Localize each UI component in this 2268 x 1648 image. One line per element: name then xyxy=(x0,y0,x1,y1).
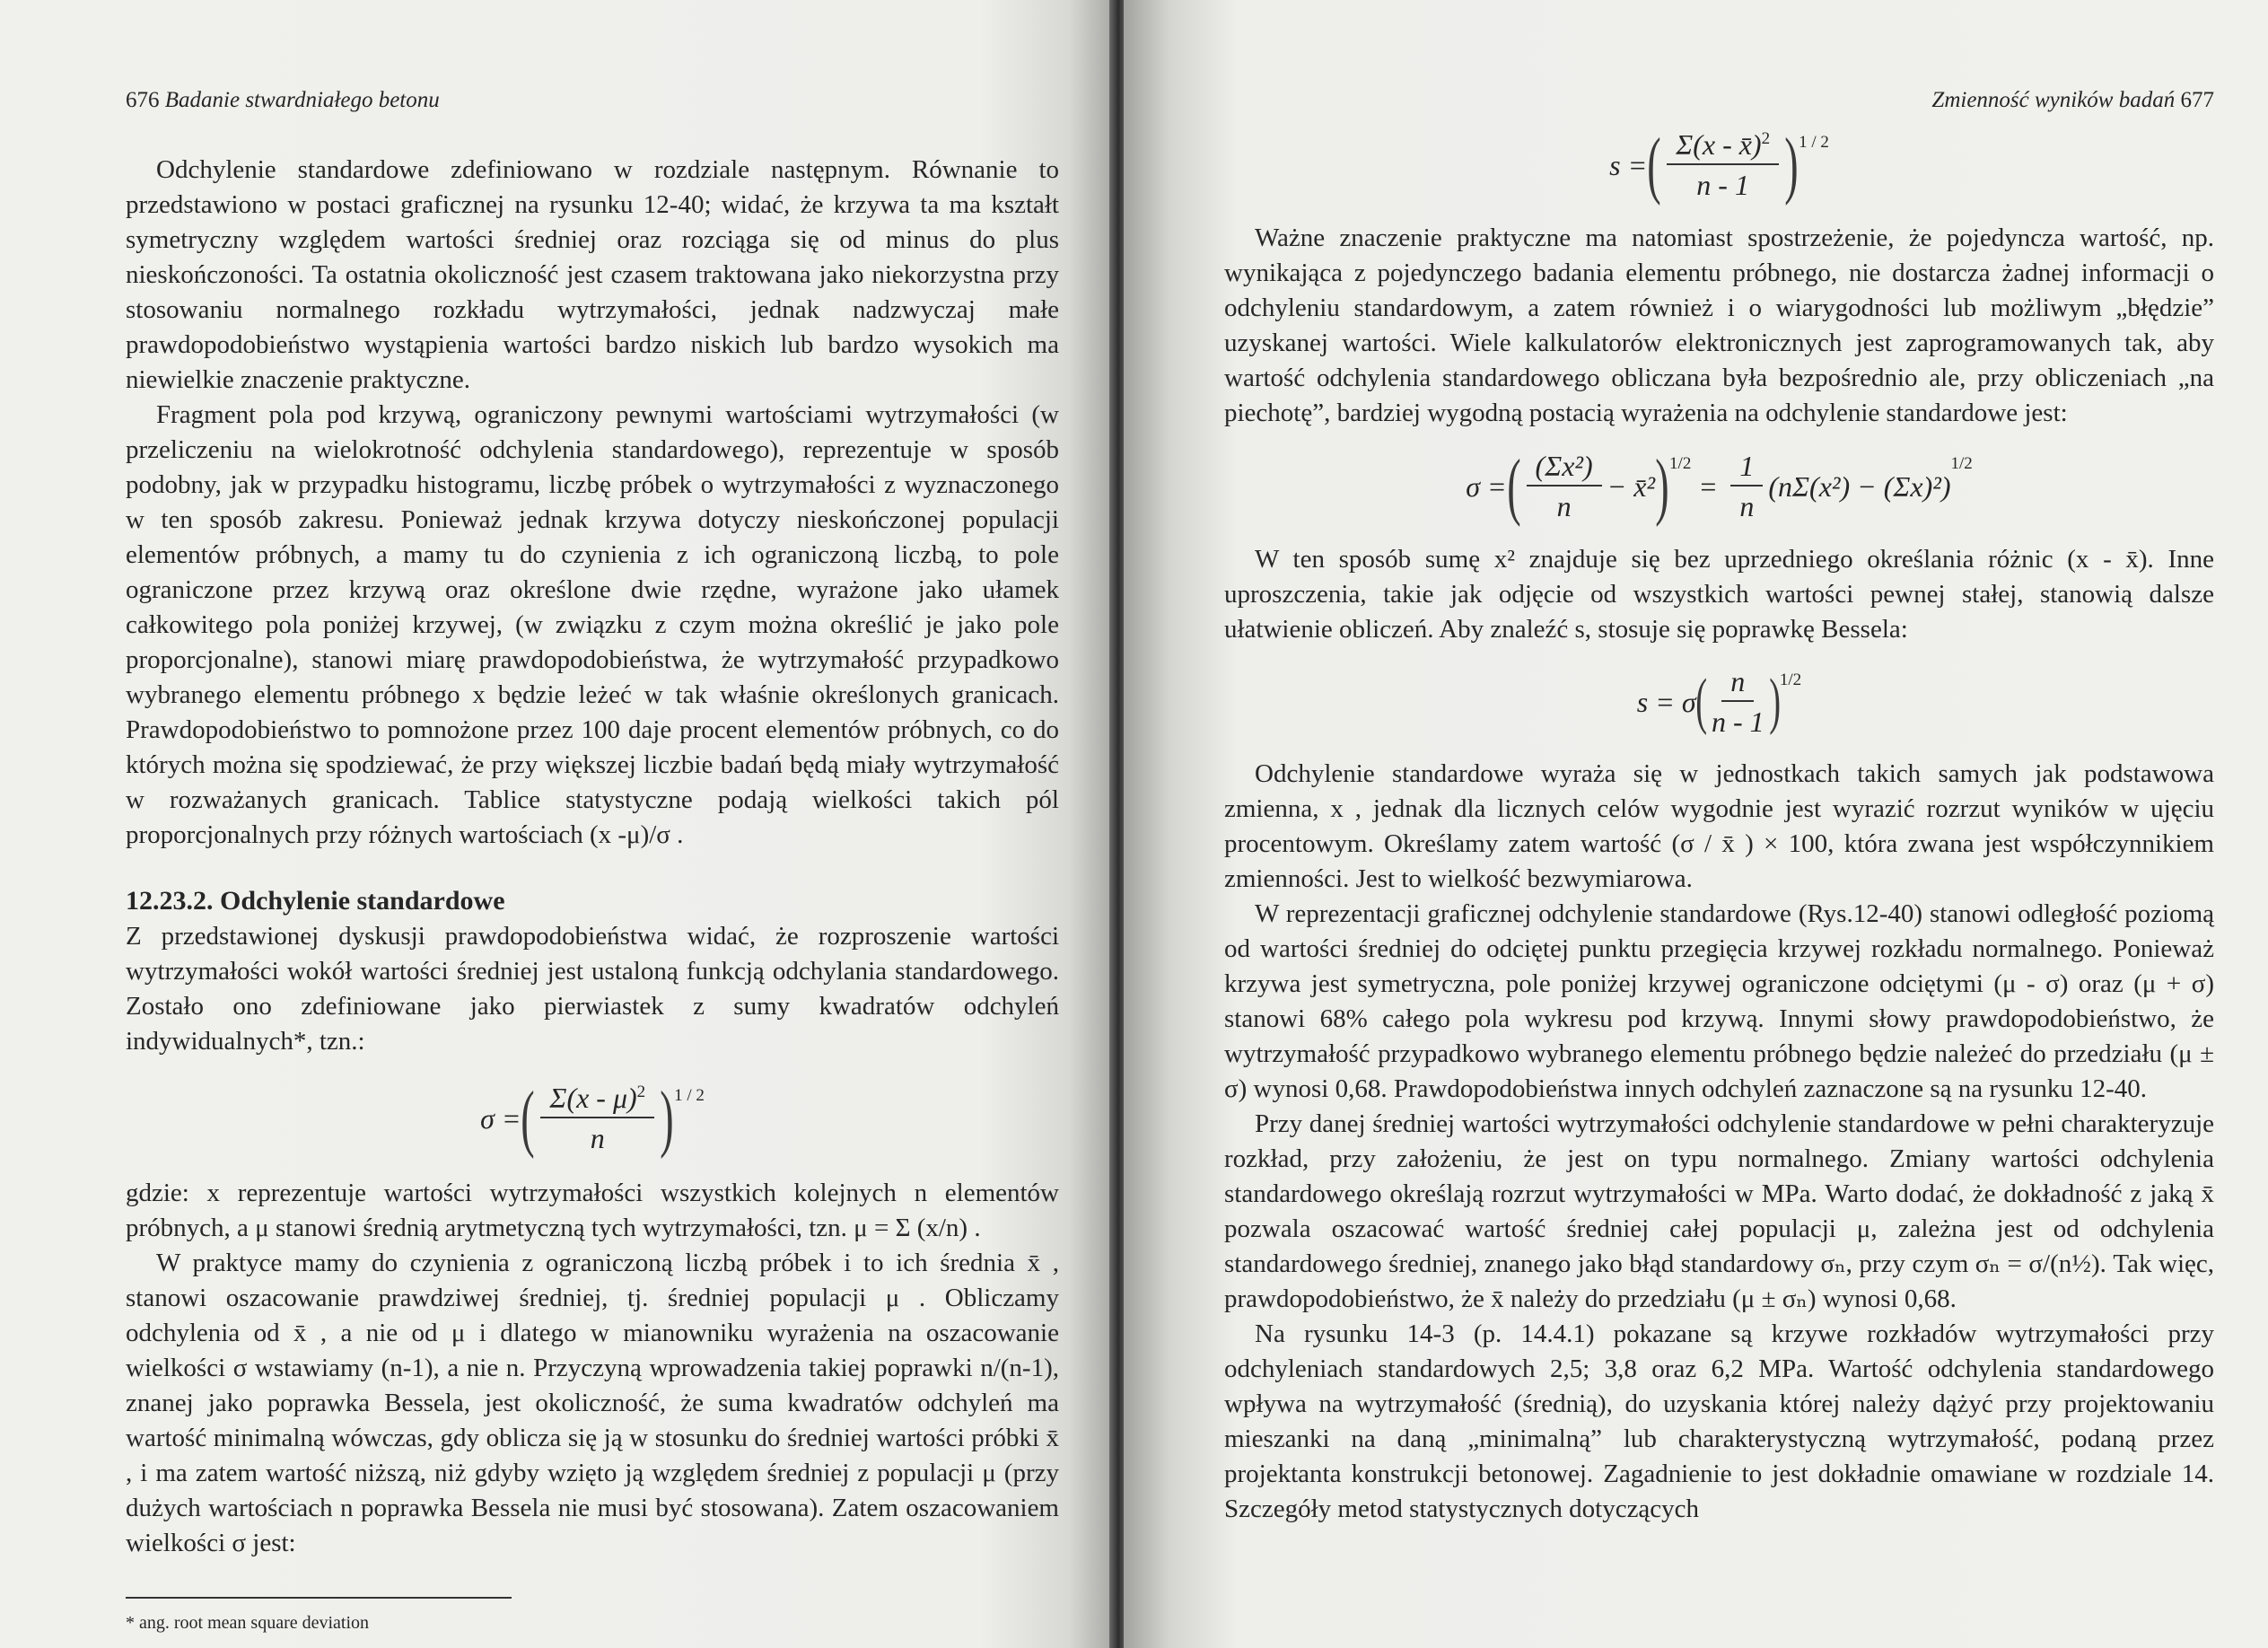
bessel-formula-fraction xyxy=(1712,665,1764,739)
sigma-shortcut-exponent: 1/2 xyxy=(1669,454,1692,473)
right-paragraph-3: Odchylenie standardowe wyraża się w jednostkach takich samych jak podstawowa zmienna, x , jednak dla licznych celów wygodnie jest wyrazić rozrzut wyników w ujęciu procentowym. Określamy zatem wartość (σ / x̄ ) × 100, która zwana jest współczynnikiem zmienności. Jest to wielkość bezwymiarowa. xyxy=(1224,759,2214,893)
sigma-shortcut-lhs: σ = xyxy=(1466,469,1507,503)
right-page-number: 677 xyxy=(2180,88,2214,112)
bessel-formula-exponent: 1/2 xyxy=(1779,671,1802,689)
footnote-rule xyxy=(126,1597,512,1599)
section-heading: 12.23.2. Odchylenie standardowe xyxy=(126,886,505,916)
right-page xyxy=(1124,0,2268,1648)
sigma-shortcut-frac2-denominator: n xyxy=(1739,490,1755,522)
right-paragraph-6: Na rysunku 14-3 (p. 14.4.1) pokazane są krzywe rozkładów wytrzymałości przy odchyleniach standardowych 2,5; 3,8 oraz 6,2 MPa. Wartość odchylenia standardowego wpływa na wytrzymałość (średnią), do uzyskania której należy dążyć przy projektowaniu mieszanki na daną „minimalną” lub charakterystyczną wytrzymałość, podaną przez projektanta konstrukcji betonowej. Zagadnienie to jest dokładnie omawiane w rozdziale 14. Szczegóły metod statystycznych dotyczących xyxy=(1224,1319,2214,1523)
sigma-formula-numerator: Σ(x - μ) xyxy=(549,1082,637,1114)
footnote: * ang. root mean square deviation xyxy=(126,1613,370,1633)
sigma-shortcut-minus: − x̄² xyxy=(1607,469,1656,503)
sigma-formula-exponent: 1 / 2 xyxy=(674,1086,705,1105)
sigma-shortcut-frac2-numerator: 1 xyxy=(1730,450,1763,487)
s-formula-fraction: $\frac{\Sigma(x - x̄)^2}{n - 1}$ xyxy=(1667,128,1779,202)
sigma-shortcut-formula: σ = ( $\frac{\text{(Σx²)}}{n}$ − x̄² ) 1/2 = $\frac{1}{n}$ (nΣ(x²) − (Σx)²) 1/2 xyxy=(1466,444,1973,528)
s-formula: s = ( $\frac{\Sigma(x - x̄)^2}{n - 1}$ ) 1 / 2 xyxy=(1609,123,1829,206)
left-paragraph-3: Z przedstawionej dyskusji prawdopodobieństwa widać, że rozproszenie wartości wytrzymałości wokół wartości średniej jest ustaloną funkcją odchylania standardowego. Zostało ono zdefiniowane jako pierwiastek z sumy kwadratów odchyleń indywidualnych*, tzn.: xyxy=(126,922,1059,1056)
sigma-shortcut-equals: = xyxy=(1700,469,1717,503)
right-running-title: Zmienność wyników badań xyxy=(1931,88,2176,112)
sigma-formula-lhs: σ = xyxy=(480,1101,521,1135)
bessel-formula: s = σ ( $\frac{n}{n - 1}$ ) 1/2 xyxy=(1636,665,1802,738)
right-paragraph-4: W reprezentacji graficznej odchylenie standardowe (Rys.12-40) stanowi odległość poziomą od wartości średniej do odciętej punktu przegięcia krzywej rozkładu normalnego. Ponieważ krzywa jest symetryczna, pole poniżej krzywej ograniczone odciętymi (μ - σ) oraz (μ + σ) stanowi 68% całego pola wykresu pod krzywą. Innymi słowy prawdopodobieństwo, że wytrzymałość przypadkowo wybranego elementu próbnego będzie należeć do przedziału (μ ± σ) wynosi 0,68. Prawdopodobieństwa innych odchyleń zaznaczone są na rysunku 12-40. xyxy=(1224,899,2214,1103)
right-paragraph-2: W ten sposób sumę x² znajduje się bez uprzedniego określania różnic (x - x̄). Inne uproszczenia, takie jak odjęcie od wszystkich wartości pewnej stałej, stanowią dalsze ułatwienie obliczeń. Aby znaleźć s, stosuje się poprawkę Bessela: xyxy=(1224,545,2214,644)
left-paragraph-2: Fragment pola pod krzywą, ograniczony pewnymi wartościami wytrzymałości (w przeliczeniu na wielokrotność odchylenia standardowego), reprezentuje w sposób podobny, jak w przypadku histogramu, liczbę próbek o wytrzymałości z wyznaczonego w ten sposób zakresu. Ponieważ jednak krzywa dotyczy nieskończonej populacji elementów próbnych, a mamy tu do czynienia z ich ograniczoną liczbą, to pole ograniczone przez krzywą oraz określone dwie rzędne, wyrażone jako ułamek całkowitego pola poniżej krzywej, (w związku z czym można określić je jako pole proporcjonalne), stanowi miarę prawdopodobieństwa, że wytrzymałość przypadkowo wybranego elementu próbnego x będzie leżeć w tak właśnie określonych granicach. Prawdopodobieństwo to pomnożone przez 100 daje procent elementów próbnych, co do których można się spodziewać, że przy większej liczbie badań będą miały wytrzymałość w rozważanych granicach. Tablice statystyczne podają wielkości takich pól proporcjonalnych przy różnych wartościach (x -μ)/σ . xyxy=(126,400,1059,849)
sigma-shortcut-fraction xyxy=(1527,450,1602,523)
right-paragraph-1: Ważne znaczenie praktyczne ma natomiast spostrzeżenie, że pojedyncza wartość, np. wynikająca z pojedynczego badania elementu próbnego, nie dostarcza żadnej informacji o odchyleniu standardowym, a zatem również i o wiarygodności lub możliwym „błędzie” uzyskanej wartości. Wiele kalkulatorów elektronicznych jest zaprogramowanych tak, aby wartość odchylenia standardowego obliczana była bezpośrednio ale, przy obliczeniach „na piechotę”, bardziej wygodną postacią wyrażenia na odchylenie standardowe jest: xyxy=(1224,224,2214,427)
sigma-formula: σ = ( $\frac{\Sigma(x - \mu)^2}{n}$ ) 1 / 2 xyxy=(480,1076,705,1160)
left-running-title: Badanie stwardniałego betonu xyxy=(164,88,440,112)
sigma-shortcut-denominator: n xyxy=(1556,490,1572,522)
left-paragraph-1: Odchylenie standardowe zdefiniowano w rozdziale następnym. Równanie to przedstawiono w postaci graficznej na rysunku 12-40; widać, że krzywa ta ma kształt symetryczny względem wartości średniej oraz rozciąga się od minus do plus nieskończoności. Ta ostatnia okoliczność jest czasem traktowana jako niekorzystna przy stosowaniu normalnego rozkładu wytrzymałości, jednak nadzwyczaj małe prawdopodobieństwo wystąpienia wartości bardzo niskich lub bardzo wysokich ma niewielkie znaczenie praktyczne. xyxy=(126,155,1059,394)
sigma-shortcut-rhs: (nΣ(x²) − (Σx)²) xyxy=(1768,469,1951,503)
left-paragraph-4: gdzie: x reprezentuje wartości wytrzymałości wszystkich kolejnych n elementów próbnych, a μ stanowi średnią arytmetyczną tych wytrzymałości, tzn. μ = Σ (x/n) . xyxy=(126,1179,1059,1242)
bessel-formula-lhs: s = σ xyxy=(1636,685,1696,718)
sigma-formula-denominator: n xyxy=(590,1122,605,1154)
sigma-shortcut-fraction-2 xyxy=(1730,450,1763,523)
left-paragraph-5: W praktyce mamy do czynienia z ograniczoną liczbą próbek i to ich średnia x̄ , stanowi oszacowanie prawdziwej średniej, tj. średniej populacji μ . Obliczamy odchylenia od x̄ , a nie od μ i dlatego w mianowniku wyrażenia na oszacowanie wielkości σ wstawiamy (n-1), a nie n. Przyczyną wprowadzenia takiej poprawki n/(n-1), znanej jako poprawka Bessela, jest okoliczność, że suma kwadratów odchyleń ma wartość minimalną wówczas, gdy oblicza się ją w stosunku do średniej wartości próbki x̄ , i ma zatem wartość niższą, niż gdyby wzięto ją względem średniej z populacji μ (przy dużych wartościach n poprawka Bessela nie musi być stosowana). Zatem oszacowaniem wielkości σ jest: xyxy=(126,1249,1059,1557)
sigma-shortcut-numerator: (Σx²) xyxy=(1527,450,1602,487)
bessel-formula-numerator: n xyxy=(1721,665,1754,702)
bessel-formula-denominator: n - 1 xyxy=(1711,706,1764,738)
left-page xyxy=(0,0,1113,1648)
s-formula-denominator: n - 1 xyxy=(1696,169,1749,201)
right-paragraph-5: Przy danej średniej wartości wytrzymałości odchylenie standardowe w pełni charakteryzuje rozkład, przy założeniu, że jest on typu normalnego. Zmiany wartości odchylenia standardowego określają rozrzut wytrzymałości w MPa. Warto dodać, że dokładność z jaką x̄ pozwala oszacować wartość średniej całej populacji μ, zależna jest od odchylenia standardowego średniej, znanego jako błąd standardowy σₙ, przy czym σₙ = σ/(n½). Tak więc, prawdopodobieństwo, że x̄ należy do przedziału (μ ± σₙ) wynosi 0,68. xyxy=(1224,1109,2214,1313)
s-formula-numerator: Σ(x - x̄) xyxy=(1676,128,1762,161)
s-formula-lhs: s = xyxy=(1609,148,1648,181)
sigma-shortcut-exponent-2: 1/2 xyxy=(1950,454,1973,473)
left-page-number: 676 xyxy=(126,88,160,112)
sigma-formula-fraction: $\frac{\Sigma(x - \mu)^2}{n}$ xyxy=(540,1082,654,1155)
left-running-header xyxy=(126,88,1059,113)
s-formula-exponent: 1 / 2 xyxy=(1799,133,1829,152)
right-running-header xyxy=(1224,88,2214,113)
